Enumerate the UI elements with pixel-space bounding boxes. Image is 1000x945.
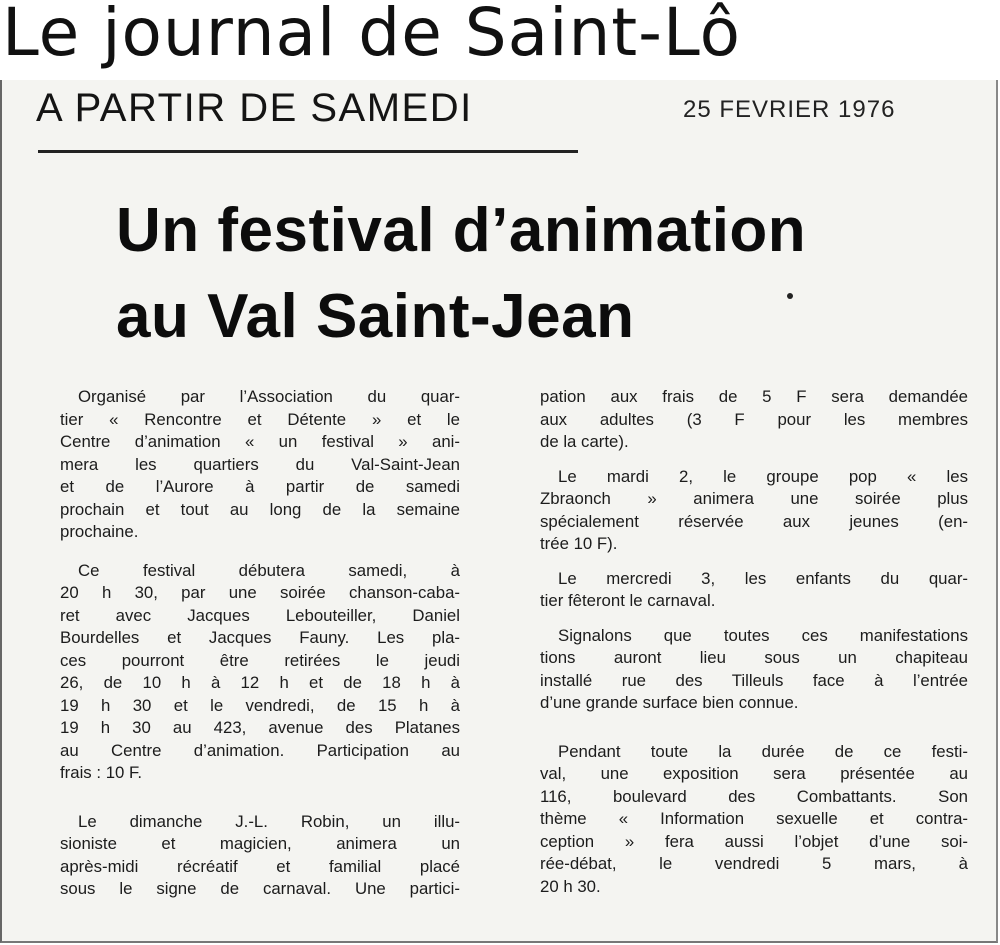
text-line: 116, boulevard des Combattants. Son (540, 786, 968, 806)
article-paragraph (540, 625, 968, 715)
text-line: thème « Information sexuelle et contra- (540, 809, 968, 828)
article-paragraph (540, 741, 968, 899)
text-line: prochain et tout au long de la semaine (60, 499, 460, 519)
headline-line: Un festival d’animation (116, 196, 807, 265)
article-paragraph (60, 386, 460, 544)
article-paragraph (540, 568, 968, 613)
text-line: de la carte). (540, 432, 629, 451)
text-line: ception » fera aussi l’objet d’une soi- (540, 831, 968, 851)
article-paragraph (540, 466, 968, 556)
text-line: frais : 10 F. (60, 763, 143, 782)
article-paragraph (60, 560, 460, 785)
text-line: 19 h 30 et le vendredi, de 15 h à (60, 695, 460, 715)
article-paragraph (540, 386, 968, 454)
text-line: val, une exposition sera présentée au (540, 764, 968, 783)
text-line: rée-débat, le vendredi 5 mars, à (540, 854, 968, 873)
text-line: aux adultes (3 F pour les membres (540, 409, 968, 429)
text-line: 26, de 10 h à 12 h et de 18 h à (60, 673, 460, 692)
text-line: 20 h 30. (540, 876, 601, 896)
text-line: ret avec Jacques Lebouteiller, Daniel (60, 605, 460, 625)
text-line: mera les quartiers du Val-Saint-Jean (60, 454, 460, 474)
headline-line: au Val Saint-Jean (116, 282, 635, 351)
text-line: et de l’Aurore à partir de samedi (60, 477, 460, 496)
text-line: trée 10 F). (540, 534, 618, 553)
text-line: au Centre d’animation. Participation au (60, 740, 460, 760)
text-line: Le mardi 2, le groupe pop « les (558, 466, 968, 486)
article-date: 25 FEVRIER 1976 (683, 96, 896, 123)
text-line: sioniste et magicien, animera un (60, 834, 460, 853)
text-line: Le dimanche J.-L. Robin, un illu- (78, 811, 460, 831)
text-line: après-midi récréatif et familial placé (60, 856, 460, 876)
text-line: sous le signe de carnaval. Une partici- (60, 879, 460, 898)
text-line: tier fêteront le carnaval. (540, 591, 716, 610)
text-line: installé rue des Tilleuls face à l’entrée (540, 670, 968, 690)
kicker-rule (38, 150, 578, 153)
article-column-left (60, 386, 460, 901)
text-line: d’une grande surface bien connue. (540, 693, 799, 712)
text-line: Organisé par l’Association du quar- (78, 387, 460, 406)
text-line: tier « Rencontre et Détente » et le (60, 409, 460, 429)
text-line: Pendant toute la durée de ce festi- (558, 741, 968, 761)
article-paragraph (60, 811, 460, 901)
text-line: Centre d’animation « un festival » ani- (60, 432, 460, 451)
text-line: Signalons que toutes ces manifestations (558, 625, 968, 645)
article-headline (116, 188, 806, 360)
article-column-right (540, 386, 968, 898)
masthead (0, 0, 1000, 80)
text-line: 20 h 30, par une soirée chanson-caba- (60, 583, 460, 602)
text-line: pation aux frais de 5 F sera demandée (540, 387, 968, 406)
text-line: tions auront lieu sous un chapiteau (540, 648, 968, 667)
text-line: 19 h 30 au 423, avenue des Platanes (60, 718, 460, 737)
newspaper-title: Le journal de Saint-Lô (2, 0, 741, 71)
text-line: prochaine. (60, 522, 139, 541)
text-line: Ce festival débutera samedi, à (78, 560, 460, 580)
text-line: Zbraonch » animera une soirée plus (540, 489, 968, 508)
text-line: Le mercredi 3, les enfants du quar- (558, 568, 968, 588)
article-kicker: A PARTIR DE SAMEDI (36, 86, 473, 130)
text-line: ces pourront être retirées le jeudi (60, 650, 460, 670)
print-speck (787, 293, 793, 299)
text-line: Bourdelles et Jacques Fauny. Les pla- (60, 628, 460, 647)
text-line: spécialement réservée aux jeunes (en- (540, 511, 968, 531)
